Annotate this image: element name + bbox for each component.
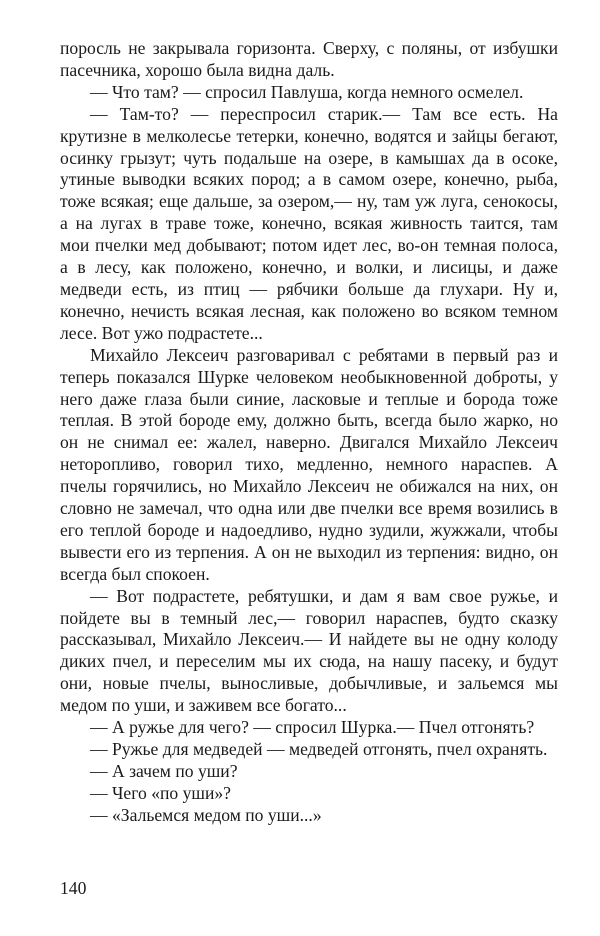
paragraph-8: — А зачем по уши? [90, 760, 238, 781]
paragraph-10: — «Зальемся медом по уши...» [90, 804, 322, 825]
paragraph-2: — Что там? — спросил Павлуша, когда немного осмелел. [90, 81, 524, 102]
paragraph-6: — А ружье для чего? — спросил Шурка.— Пчел отгонять? [90, 717, 535, 738]
paragraph-9: — Чего «по уши»? [90, 782, 231, 803]
page-number: 140 [60, 878, 87, 898]
paragraph-5: — Вот подрастете, ребятушки, и дам я вам свое ружье, и пойдете вы в темный лес,— говорил нараспев, будто сказку рассказывал, Михайло Лексеич.— И найдете вы не одну колоду диких пчел, и переселим мы их сюда, на нашу пасеку, и будут они, новые пчелы, выносливые, добычливые, и зальемся мы медом по уши, и заживем все богато... [60, 585, 558, 716]
paragraph-3: — Там-то? — переспросил старик.— Там все есть. На крутизне в мелколесье тетерки, конечно, водятся и зайцы бегают, осинку грызут; чуть подальше на озере, в камышах да в осоке, утиные выводки всяких пород; а в самом озере, конечно, рыба, тоже всякая; еще дальше, за озером,— ну, там уж луга, сенокосы, а на лугах в траве тоже, конечно, всякая живность таится, там мои пчелки мед добывают; потом идет лес, во-он темная полоса, а в лесу, как положено, конечно, и волки, и лисицы, и даже медведи есть, из птиц — рябчики больше да глухари. Ну и, конечно, нечисть всякая лесная, как положено во всяком темном лесе. Вот ужо подрастете... [60, 103, 558, 343]
book-page-text [60, 38, 558, 827]
paragraph-1: поросль не закрывала горизонта. Сверху, с поляны, от избушки пасечника, хорошо была видна даль. [60, 38, 558, 80]
paragraph-7: — Ружье для медведей — медведей отгонять, пчел охранять. [90, 739, 548, 759]
paragraph-4: Михайло Лексеич разговаривал с ребятами в первый раз и теперь показался Шурке человеком необыкновенной доброты, у него даже глаза были синие, ласковые и теплые и борода тоже теплая. В этой бороде ему, должно быть, всегда было жарко, но он не снимал ее: жалел, наверно. Двигался Михайло Лексеич неторопливо, говорил тихо, медленно, немного нараспев. А пчелы горячились, но Михайло Лексеич не обижался на них, он словно не замечал, что одна или две пчелки все время возились в его теплой бороде и надоедливо, нудно зудили, жужжали, чтобы вывести его из терпения. А он не выходил из терпения: видно, он всегда был спокоен. [60, 344, 558, 584]
